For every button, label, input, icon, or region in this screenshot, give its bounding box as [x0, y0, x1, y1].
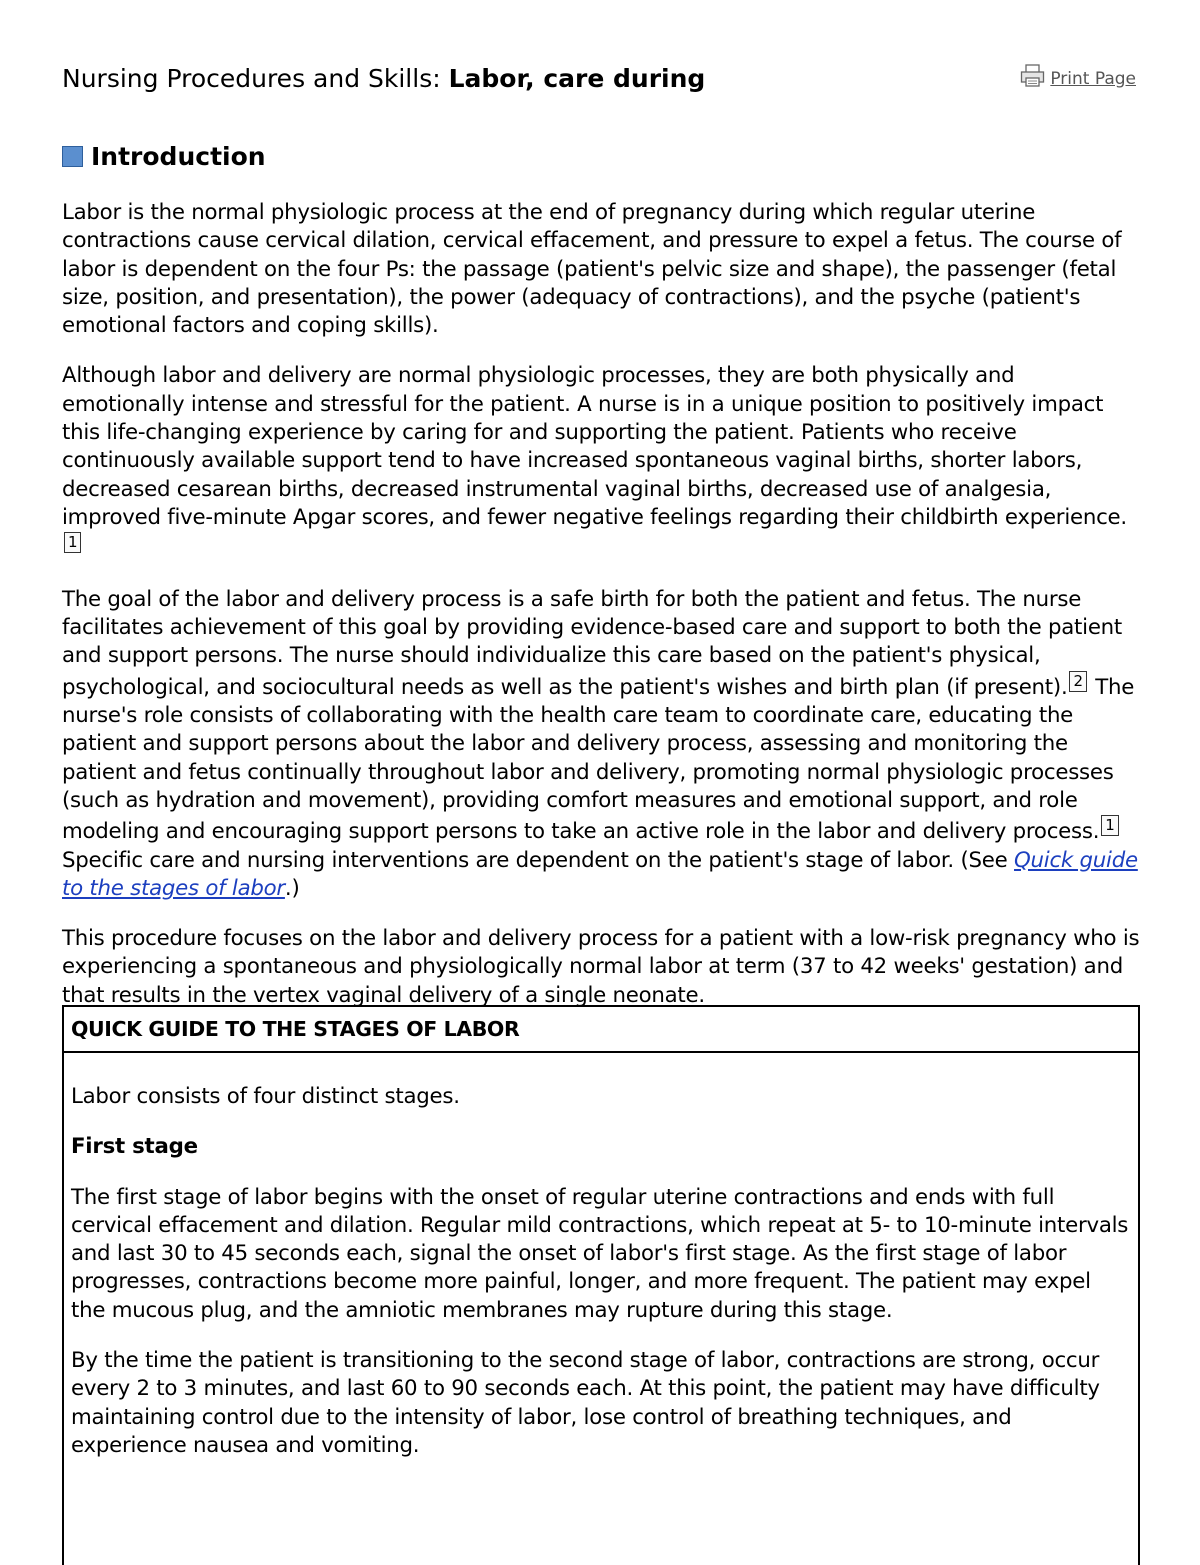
reference-link[interactable]: 2 [1069, 671, 1086, 692]
page-header [62, 62, 1140, 102]
introduction-content [62, 199, 1142, 1032]
paragraph-goal [62, 586, 1142, 903]
paragraph-goal-text-c: Specific care and nursing interventions are dependent on the patient's stage of labor. (See [62, 847, 1015, 873]
paragraph-labor-definition: Labor is the normal physiologic process at the end of pregnancy during which regular uterine contractions cause cervical dilation, cervical effacement, and pressure to expel a fetus. The course of labor is dependent on the four Ps: the passage (patient's pelvic size and shape), the passenger (fetal size, position, and presentation), the power (adequacy of contractions), and the psyche (patient's emotional factors and coping skills). [62, 200, 1122, 339]
reference-link[interactable]: 1 [64, 532, 81, 553]
paragraph-procedure-focus: This procedure focuses on the labor and delivery process for a patient with a low-risk pregnancy who is experiencing a spontaneous and physiologically normal labor at term (37 to 42 weeks' gestation) and that results in the vertex vaginal delivery of a single neonate. [62, 926, 1140, 1008]
quick-guide-body [64, 1053, 1138, 1460]
title-prefix: Nursing Procedures and Skills: [62, 64, 449, 93]
first-stage-heading: First stage [71, 1134, 198, 1160]
print-page-link[interactable] [1020, 64, 1136, 93]
quick-guide-title: QUICK GUIDE TO THE STAGES OF LABOR [64, 1007, 1138, 1053]
section-heading-label: Introduction [91, 142, 266, 171]
title-topic: Labor, care during [448, 64, 706, 93]
square-bullet-icon [62, 146, 83, 167]
reference-link[interactable]: 1 [1101, 815, 1118, 836]
first-stage-paragraph-2: By the time the patient is transitioning to the second stage of labor, contractions are strong, occur every 2 to 3 minutes, and last 60 to 90 seconds each. At this point, the patient may have difficulty maintaining control due to the intensity of labor, lose control of breathing techniques, and experience nausea and vomiting. [71, 1348, 1100, 1458]
paragraph-goal-text-b: The nurse's role consists of collaborating with the health care team to coordinate care, educating the patient and support persons about the labor and delivery process, assessing and monitoring the patient and fetus continually throughout labor and delivery, promoting normal physiologic processes (such as hydration and movement), providing comfort measures and emotional support, and role modeling and encouraging support persons to take an active role in the labor and delivery process. [62, 674, 1135, 845]
paragraph-support-text: Although labor and delivery are normal physiologic processes, they are both physically and emotionally intense and stressful for the patient. A nurse is in a unique position to positively impact this life-changing experience by caring for and supporting the patient. Patients who receive continuously available support tend to have increased spontaneous vaginal births, shorter labors, decreased cesarean births, decreased instrumental vaginal births, decreased use of analgesia, improved five-minute Apgar scores, and fewer negative feelings regarding their childbirth experience. [62, 363, 1127, 530]
section-heading-introduction [62, 142, 266, 171]
quick-guide-intro: Labor consists of four distinct stages. [71, 1084, 460, 1109]
first-stage-paragraph-1: The first stage of labor begins with the onset of regular uterine contractions and ends with full cervical effacement and dilation. Regular mild contractions, which repeat at 5- to 10-minute intervals and last 30 to 45 seconds each, signal the onset of labor's first stage. As the first stage of labor progresses, contractions become more painful, longer, and more frequent. The patient may expel the mucous plug, and the amniotic membranes may rupture during this stage. [71, 1184, 1129, 1323]
quick-guide-link[interactable]: Quick guide to the stages of labor [62, 847, 1138, 901]
quick-guide-box [62, 1005, 1140, 1565]
print-page-label[interactable]: Print Page [1050, 68, 1136, 89]
paragraph-goal-text-d: .) [284, 875, 300, 901]
printer-icon [1020, 64, 1050, 93]
paragraph-goal-text-a: The goal of the labor and delivery process is a safe birth for both the patient and fetus. The nurse facilitates achievement of this goal by providing evidence-based care and support to both the patient and support persons. The nurse should individualize this care based on the patient's physical, psychological, and sociocultural needs as well as the patient's wishes and birth plan (if present). [62, 586, 1123, 700]
paragraph-support [62, 362, 1142, 563]
page-title [62, 62, 705, 96]
